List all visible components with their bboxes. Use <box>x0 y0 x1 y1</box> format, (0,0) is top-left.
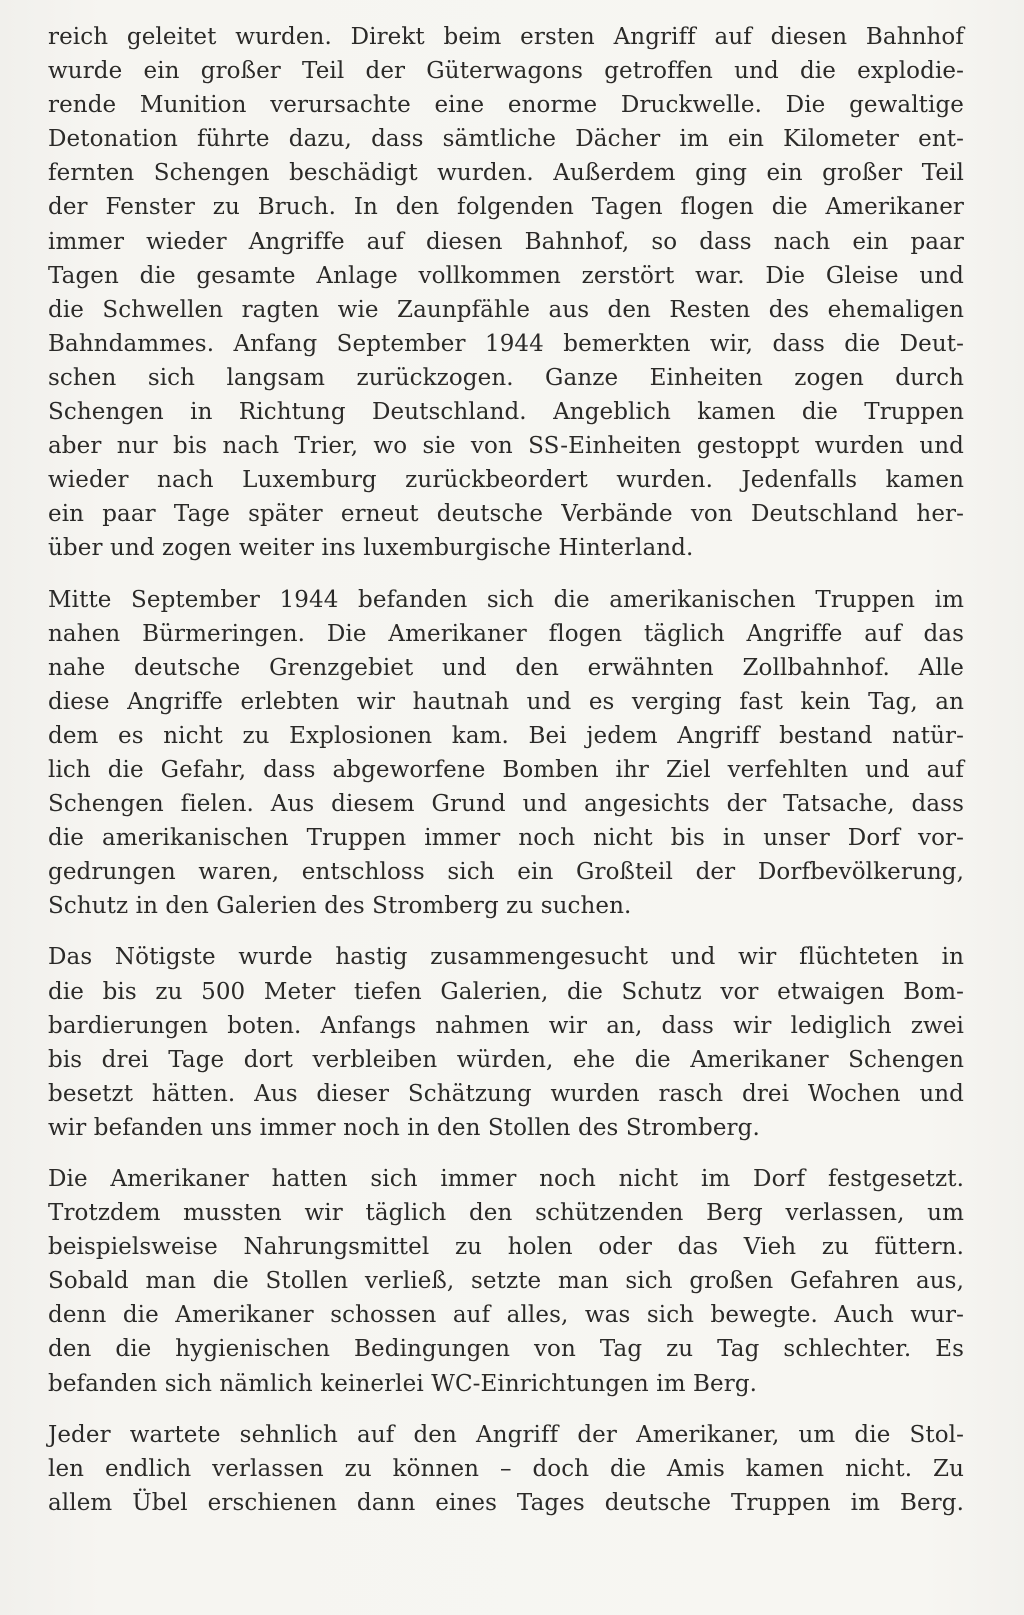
text-line: Jeder wartete sehnlich auf den Angriff der Amerikaner, um die Stol- <box>48 1421 964 1448</box>
text-line: beispielsweise Nahrungsmittel zu holen oder das Vieh zu füttern. <box>48 1234 964 1261</box>
text-line: len endlich verlassen zu können – doch die Amis kamen nicht. Zu <box>48 1455 964 1482</box>
text-line: besetzt hätten. Aus dieser Schätzung wurden rasch drei Wochen und <box>48 1080 964 1107</box>
text-line: befanden sich nämlich keinerlei WC-Einrichtungen im Berg. <box>48 1370 758 1397</box>
text-line: bis drei Tage dort verbleiben würden, ehe die Amerikaner Schengen <box>48 1046 964 1073</box>
text-line: schen sich langsam zurückzogen. Ganze Einheiten zogen durch <box>48 364 964 391</box>
text-line: Mitte September 1944 befanden sich die amerikanischen Truppen im <box>48 586 964 613</box>
text-line: bardierungen boten. Anfangs nahmen wir an, dass wir lediglich zwei <box>48 1012 964 1039</box>
text-line: Tagen die gesamte Anlage vollkommen zerstört war. Die Gleise und <box>48 262 964 289</box>
text-line: reich geleitet wurden. Direkt beim ersten Angriff auf diesen Bahnhof <box>48 24 964 50</box>
paragraph-2 <box>48 583 964 924</box>
text-line: die Schwellen ragten wie Zaunpfähle aus den Resten des ehemaligen <box>48 296 964 323</box>
text-line: die bis zu 500 Meter tiefen Galerien, die Schutz vor etwaigen Bom- <box>48 978 964 1005</box>
text-line: ein paar Tage später erneut deutsche Verbände von Deutschland her- <box>48 501 964 528</box>
text-line: Detonation führte dazu, dass sämtliche Dächer im ein Kilometer ent- <box>48 126 964 153</box>
text-line: Schengen fielen. Aus diesem Grund und angesichts der Tatsache, dass <box>48 791 964 818</box>
text-line: nahen Bürmeringen. Die Amerikaner flogen täglich Angriffe auf das <box>48 620 964 647</box>
text-line: lich die Gefahr, dass abgeworfene Bomben ihr Ziel verfehlten und auf <box>48 756 964 783</box>
text-line: Trotzdem mussten wir täglich den schützenden Berg verlassen, um <box>48 1200 964 1227</box>
text-line: immer wieder Angriffe auf diesen Bahnhof, so dass nach ein paar <box>48 228 964 255</box>
text-line: denn die Amerikaner schossen auf alles, was sich bewegte. Auch wur- <box>48 1302 964 1329</box>
text-line: nahe deutsche Grenzgebiet und den erwähnten Zollbahnhof. Alle <box>48 654 964 681</box>
text-line: über und zogen weiter ins luxemburgische Hinterland. <box>48 535 694 562</box>
paragraph-5 <box>48 1418 964 1520</box>
text-line: wurde ein großer Teil der Güterwagons getroffen und die explodie- <box>48 58 964 85</box>
text-line: Sobald man die Stollen verließ, setzte man sich großen Gefahren aus, <box>48 1268 964 1295</box>
text-line: Das Nötigste wurde hastig zusammengesucht und wir flüchteten in <box>48 944 964 971</box>
text-line: dem es nicht zu Explosionen kam. Bei jedem Angriff bestand natür- <box>48 722 964 749</box>
text-line: Schutz in den Galerien des Stromberg zu suchen. <box>48 893 632 920</box>
text-line: wir befanden uns immer noch in den Stollen des Stromberg. <box>48 1114 760 1141</box>
paragraph-3 <box>48 940 964 1145</box>
paragraph-4 <box>48 1162 964 1401</box>
text-line: gedrungen waren, entschloss sich ein Großteil der Dorfbevölkerung, <box>48 859 964 886</box>
text-line: Bahndammes. Anfang September 1944 bemerkten wir, dass die Deut- <box>48 330 964 357</box>
text-line: rende Munition verursachte eine enorme Druckwelle. Die gewaltige <box>48 92 964 119</box>
text-line: wieder nach Luxemburg zurückbeordert wurden. Jedenfalls kamen <box>48 467 964 494</box>
text-line: diese Angriffe erlebten wir hautnah und es verging fast kein Tag, an <box>48 688 964 715</box>
text-line: die amerikanischen Truppen immer noch nicht bis in unser Dorf vor- <box>48 825 964 852</box>
body-text <box>48 20 964 1520</box>
text-line: den die hygienischen Bedingungen von Tag zu Tag schlechter. Es <box>48 1336 964 1363</box>
text-line: aber nur bis nach Trier, wo sie von SS-Einheiten gestoppt wurden und <box>48 433 964 460</box>
text-line: Schengen in Richtung Deutschland. Angeblich kamen die Truppen <box>48 399 964 426</box>
text-line: der Fenster zu Bruch. In den folgenden Tagen flogen die Amerikaner <box>48 194 964 221</box>
paragraph-1 <box>48 20 964 566</box>
text-line: allem Übel erschienen dann eines Tages deutsche Truppen im Berg. <box>48 1489 964 1516</box>
text-line: fernten Schengen beschädigt wurden. Außerdem ging ein großer Teil <box>48 160 964 187</box>
text-line: Die Amerikaner hatten sich immer noch nicht im Dorf festgesetzt. <box>48 1166 964 1192</box>
